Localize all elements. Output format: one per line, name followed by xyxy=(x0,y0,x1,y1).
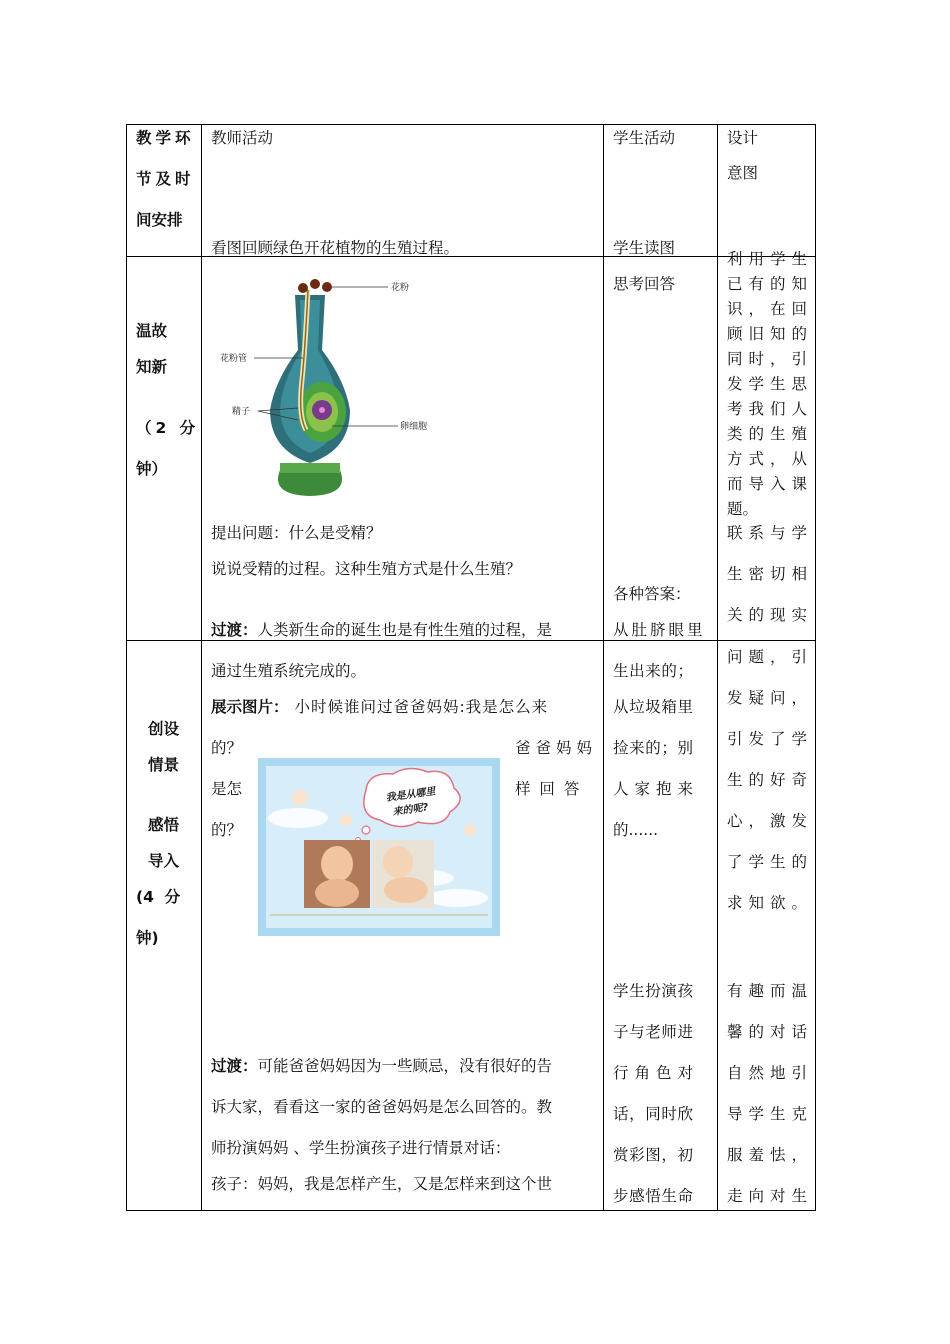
row1-stage-1: 温故 xyxy=(136,322,168,340)
col-divider-2 xyxy=(603,124,604,1211)
table-right-border xyxy=(815,124,816,1211)
transition-text: 人类新生命的诞生也是有性生殖的过程，是 xyxy=(257,621,553,639)
table-top-border xyxy=(126,124,816,125)
row2-stage-4: 导入 xyxy=(148,852,180,870)
label-sperm: 精子 xyxy=(232,407,251,417)
design-intent-line: 有 趣 而 温 xyxy=(727,982,807,1000)
row2-transition-3: 师扮演妈妈 、学生扮演孩子进行情景对话： xyxy=(211,1139,511,1157)
label-pollen: 花粉 xyxy=(391,283,410,293)
label-egg: 卵细胞 xyxy=(400,422,428,432)
question-2: 说说受精的过程。这种生殖方式是什么生殖？ xyxy=(211,560,522,578)
design-intent-line: 生 密 切 相 xyxy=(727,565,807,583)
student-line: 的...... xyxy=(613,821,659,839)
student-line: 行 角 色 对 xyxy=(613,1064,693,1082)
student-line: 思考回答 xyxy=(613,275,676,293)
design-intent-line: 题。 xyxy=(727,500,759,518)
cloud-text-2: 来的呢? xyxy=(392,802,430,819)
row1-stage-4: 钟） xyxy=(136,460,168,478)
student-line: 学 生 扮 演 孩 xyxy=(613,982,693,1000)
row2-stage-5: (4 分 xyxy=(136,888,181,906)
design-intent-line: 引 发 了 学 xyxy=(727,730,807,748)
student-line: 从肚脐眼里 xyxy=(613,621,706,639)
row2-transition-text: 可能爸爸妈妈因为一些顾忌，没有很好的告 xyxy=(257,1057,553,1075)
question-1: 提出问题：什么是受精？ xyxy=(211,524,382,542)
design-intent-line: 联 系 与 学 xyxy=(727,524,807,542)
row2-line-cont: 通过生殖系统完成的。 xyxy=(211,662,367,680)
row2-stage-2: 情景 xyxy=(148,756,180,774)
design-intent-line: 发 学 生 思 xyxy=(727,375,807,393)
row2-transition-label: 过渡： xyxy=(211,1057,258,1075)
row2-show-line xyxy=(211,697,595,717)
header-design-1: 设计 xyxy=(727,129,759,147)
student-line: 各种答案： xyxy=(613,585,691,603)
header-stage-3: 间安排 xyxy=(136,211,183,229)
row2-stage-1: 创设 xyxy=(148,720,180,738)
row1-transition xyxy=(211,620,552,640)
show-text: 小时候谁问过爸爸妈妈:我是怎么来 xyxy=(288,698,549,716)
row2-transition-4: 孩子：妈妈，我是怎样产生，又是怎样来到这个世 xyxy=(211,1175,553,1193)
design-intent-line: 求 知 欲 。 xyxy=(727,894,807,912)
design-intent-line: 服 羞 怯 ， xyxy=(727,1146,807,1164)
header-design-2: 意图 xyxy=(727,164,759,182)
design-intent-line: 生 的 好 奇 xyxy=(727,771,807,789)
student-line: 赏 彩 图 ， 初 xyxy=(613,1146,693,1164)
row1-stage-2: 知新 xyxy=(136,358,168,376)
row2-stage-3: 感悟 xyxy=(148,816,180,834)
design-intent-line: 类 的 生 殖 xyxy=(727,425,807,443)
row2-stage-6: 钟) xyxy=(136,929,159,947)
design-intent-line: 而 导 入 课 xyxy=(727,475,807,493)
design-intent-line: 自 然 地 引 xyxy=(727,1064,807,1082)
cloud-text-1: 我是从哪里 xyxy=(385,786,437,805)
row-divider-2 xyxy=(126,640,816,641)
student-line: 学生读图 xyxy=(613,239,676,257)
right-fragment: 样 回 答 xyxy=(515,780,582,798)
design-intent-line: 考 我 们 人 xyxy=(727,400,807,418)
design-intent-line: 已 有 的 知 xyxy=(727,275,807,293)
row2-transition-1 xyxy=(211,1056,552,1076)
left-fragment: 是怎 xyxy=(211,780,243,798)
teacher-intro: 看图回顾绿色开花植物的生殖过程。 xyxy=(211,239,460,257)
where-do-i-come-from-picture xyxy=(258,758,500,936)
student-line: 生 出 来 的 ； xyxy=(613,662,693,680)
header-student: 学生活动 xyxy=(613,129,676,147)
student-line: 从 垃 圾 箱 里 xyxy=(613,698,693,716)
flower-fertilization-diagram xyxy=(210,270,450,500)
design-intent-line: 导 学 生 克 xyxy=(727,1105,807,1123)
row1-stage-3: （2 分 xyxy=(136,419,200,437)
header-teacher: 教师活动 xyxy=(211,129,274,147)
table-left-border xyxy=(126,124,127,1211)
design-intent-line: 走 向 对 生 xyxy=(727,1187,807,1205)
student-line: 捡 来 的 ； 别 xyxy=(613,739,693,757)
header-stage-2: 节及时 xyxy=(136,170,195,188)
design-intent-line: 发 疑 问 ， xyxy=(727,689,807,707)
header-stage-1: 教学环 xyxy=(136,129,195,147)
student-line: 人 家 抱 来 xyxy=(613,780,693,798)
col-divider-1 xyxy=(201,124,202,1211)
student-line: 步 感 悟 生 命 xyxy=(613,1187,693,1205)
left-fragment: 的？ xyxy=(211,739,243,757)
design-intent-line: 心 ， 激 发 xyxy=(727,812,807,830)
design-intent-line: 问 题 ， 引 xyxy=(727,648,807,666)
col-divider-3 xyxy=(717,124,718,1211)
design-intent-line: 方 式 ， 从 xyxy=(727,450,807,468)
design-intent-line: 关 的 现 实 xyxy=(727,606,807,624)
design-intent-line: 馨 的 对 话 xyxy=(727,1023,807,1041)
design-intent-line: 了 学 生 的 xyxy=(727,853,807,871)
design-intent-line: 同 时 ， 引 xyxy=(727,350,807,368)
show-label: 展示图片： xyxy=(211,698,289,716)
design-intent-line: 顾 旧 知 的 xyxy=(727,325,807,343)
row2-transition-2: 诉大家，看看这一家的爸爸妈妈是怎么回答的。教 xyxy=(211,1098,553,1116)
table-bottom-border xyxy=(126,1210,816,1211)
right-fragment: 爸 爸 妈 妈 xyxy=(515,739,595,757)
label-pollen-tube: 花粉管 xyxy=(220,354,248,364)
left-fragment: 的？ xyxy=(211,821,243,839)
transition-label: 过渡： xyxy=(211,621,258,639)
student-line: 话 ， 同 时 欣 xyxy=(613,1105,693,1123)
design-intent-line: 利 用 学 生 xyxy=(727,250,807,268)
design-intent-line: 识 ， 在 回 xyxy=(727,300,807,318)
student-line: 子 与 老 师 进 xyxy=(613,1023,693,1041)
